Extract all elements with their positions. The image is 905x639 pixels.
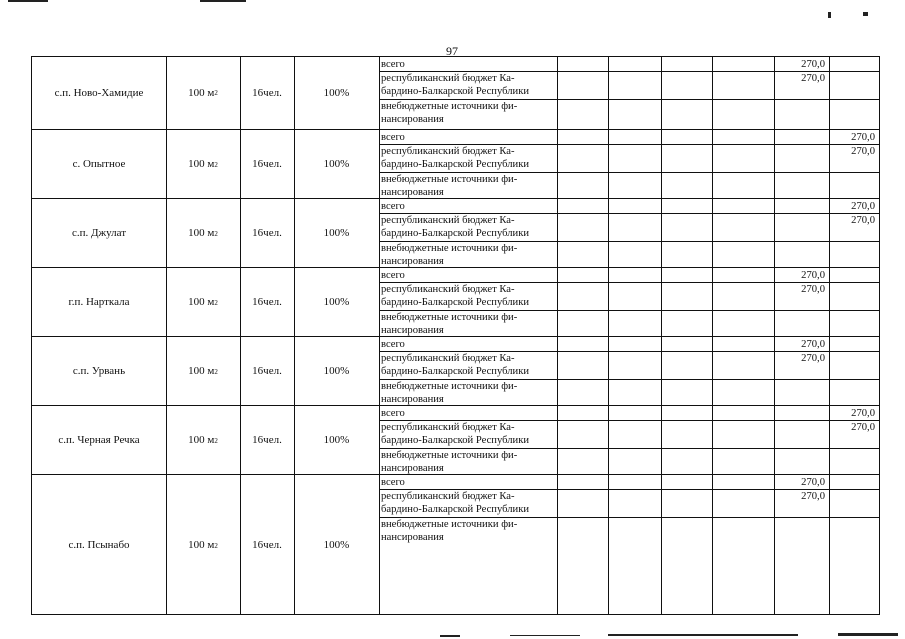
source-republic-budget: республиканский бюджет Ка- бардино-Балкарской Республики (381, 73, 530, 97)
staff-unit: чел. (263, 86, 282, 99)
percent-value: 100% (323, 158, 350, 170)
source-extra-budget: внебюджетные источники фи- нансирования (381, 101, 518, 125)
value-total: 270,0 (801, 270, 825, 281)
settlement-name (32, 475, 166, 616)
area-cell: 100 м 2 (188, 539, 218, 551)
value-republic-budget: 270,0 (801, 353, 825, 364)
value-republic-budget: 270,0 (801, 73, 825, 84)
staff-value: 16 (252, 296, 264, 308)
source-extra-budget: внебюджетные источники фи- нансирования (381, 174, 518, 198)
settlement-label: с.п. Урвань (72, 365, 126, 377)
source-extra-budget: внебюджетные источники фи- нансирования (381, 381, 518, 405)
area-value: 100 (188, 227, 205, 239)
area-unit: м (207, 86, 215, 99)
staff-unit: чел. (263, 434, 282, 446)
table-row (32, 474, 879, 616)
scan-mark (838, 633, 898, 636)
staff-unit: чел. (263, 227, 282, 239)
value-republic-budget: 270,0 (801, 491, 825, 502)
area-value: 100 (188, 86, 205, 99)
percent-cell (294, 57, 379, 129)
settlement-label: с. Опытное (72, 158, 126, 170)
area-cell: 100 м 2 (188, 158, 218, 170)
staff-cell (240, 337, 294, 406)
settlement-name (32, 406, 166, 475)
staff-value: 16 (252, 227, 264, 239)
settlement-label: с.п. Псынабо (68, 539, 130, 551)
settlement-label: г.п. Нарткала (68, 296, 130, 308)
funding-table (31, 56, 880, 615)
scan-mark (440, 635, 460, 637)
area-value: 100 (188, 539, 205, 551)
percent-cell (294, 268, 379, 337)
area-value: 100 (188, 434, 205, 446)
settlement-label: с.п. Ново-Хамидие (54, 86, 144, 99)
area-unit: м (207, 296, 215, 308)
area-cell: 100 м 2 (188, 365, 218, 377)
source-total: всего (381, 201, 405, 212)
value-republic-budget: 270,0 (851, 215, 875, 226)
area-unit: м (207, 227, 215, 239)
source-republic-budget: республиканский бюджет Ка- бардино-Балкарской Республики (381, 353, 530, 377)
source-extra-budget: внебюджетные источники фи- нансирования (381, 312, 518, 336)
table-row (32, 57, 879, 129)
staff-cell (240, 268, 294, 337)
staff-value: 16 (252, 365, 264, 377)
source-total: всего (381, 270, 405, 281)
area-unit: м (207, 365, 215, 377)
scan-mark (510, 635, 580, 636)
area-unit: м (207, 158, 215, 170)
value-total: 270,0 (851, 132, 875, 143)
area-value: 100 (188, 365, 205, 377)
source-total: всего (381, 59, 405, 70)
scan-mark (828, 12, 831, 18)
staff-value: 16 (252, 86, 264, 99)
value-republic-budget: 270,0 (801, 284, 825, 295)
value-total: 270,0 (801, 339, 825, 350)
staff-cell (240, 475, 294, 616)
percent-cell (294, 337, 379, 406)
source-total: всего (381, 339, 405, 350)
staff-unit: чел. (263, 539, 282, 551)
staff-cell (240, 406, 294, 475)
value-total: 270,0 (851, 201, 875, 212)
area-value: 100 (188, 296, 205, 308)
staff-cell (240, 57, 294, 129)
area-cell: 100 м 2 (188, 296, 218, 308)
staff-value: 16 (252, 158, 264, 170)
settlement-name (32, 199, 166, 268)
source-republic-budget: республиканский бюджет Ка- бардино-Балкарской Республики (381, 422, 530, 446)
table-row (32, 336, 879, 406)
settlement-name (32, 57, 166, 129)
staff-value: 16 (252, 434, 264, 446)
percent-value: 100% (323, 365, 350, 377)
source-republic-budget: республиканский бюджет Ка- бардино-Балкарской Республики (381, 284, 530, 308)
settlement-name (32, 268, 166, 337)
percent-value: 100% (323, 296, 350, 308)
area-cell: 100 м 2 (188, 86, 218, 99)
staff-unit: чел. (263, 296, 282, 308)
percent-cell (294, 199, 379, 268)
percent-cell (294, 130, 379, 199)
area-unit: м (207, 539, 215, 551)
area-value: 100 (188, 158, 205, 170)
area-cell: 100 м 2 (188, 434, 218, 446)
source-republic-budget: республиканский бюджет Ка- бардино-Балкарской Республики (381, 491, 530, 515)
source-extra-budget: внебюджетные источники фи- нансирования (381, 243, 518, 267)
percent-value: 100% (323, 434, 350, 446)
scan-mark (863, 12, 868, 16)
percent-cell (294, 406, 379, 475)
source-republic-budget: республиканский бюджет Ка- бардино-Балкарской Республики (381, 146, 530, 170)
page-number: 97 (446, 44, 458, 58)
source-extra-budget: внебюджетные источники фи- нансирования (381, 519, 518, 543)
area-cell: 100 м 2 (188, 227, 218, 239)
staff-unit: чел. (263, 365, 282, 377)
source-extra-budget: внебюджетные источники фи- нансирования (381, 450, 518, 474)
percent-value: 100% (323, 539, 350, 551)
scan-mark (608, 634, 798, 636)
staff-unit: чел. (263, 158, 282, 170)
staff-value: 16 (252, 539, 264, 551)
table-row (32, 267, 879, 337)
staff-cell (240, 199, 294, 268)
value-republic-budget: 270,0 (851, 146, 875, 157)
percent-value: 100% (323, 227, 350, 239)
value-republic-budget: 270,0 (851, 422, 875, 433)
source-total: всего (381, 477, 405, 488)
scan-mark (8, 0, 48, 2)
table-row (32, 405, 879, 475)
percent-value: 100% (323, 86, 350, 99)
value-total: 270,0 (851, 408, 875, 419)
table-row (32, 129, 879, 199)
scan-mark (200, 0, 246, 2)
source-republic-budget: республиканский бюджет Ка- бардино-Балкарской Республики (381, 215, 530, 239)
source-total: всего (381, 132, 405, 143)
value-total: 270,0 (801, 477, 825, 488)
settlement-label: с.п. Черная Речка (58, 434, 140, 446)
settlement-name (32, 337, 166, 406)
staff-cell (240, 130, 294, 199)
settlement-label: с.п. Джулат (71, 227, 127, 239)
percent-cell (294, 475, 379, 616)
source-total: всего (381, 408, 405, 419)
value-total: 270,0 (801, 59, 825, 70)
area-unit: м (207, 434, 215, 446)
table-row (32, 198, 879, 268)
settlement-name (32, 130, 166, 199)
